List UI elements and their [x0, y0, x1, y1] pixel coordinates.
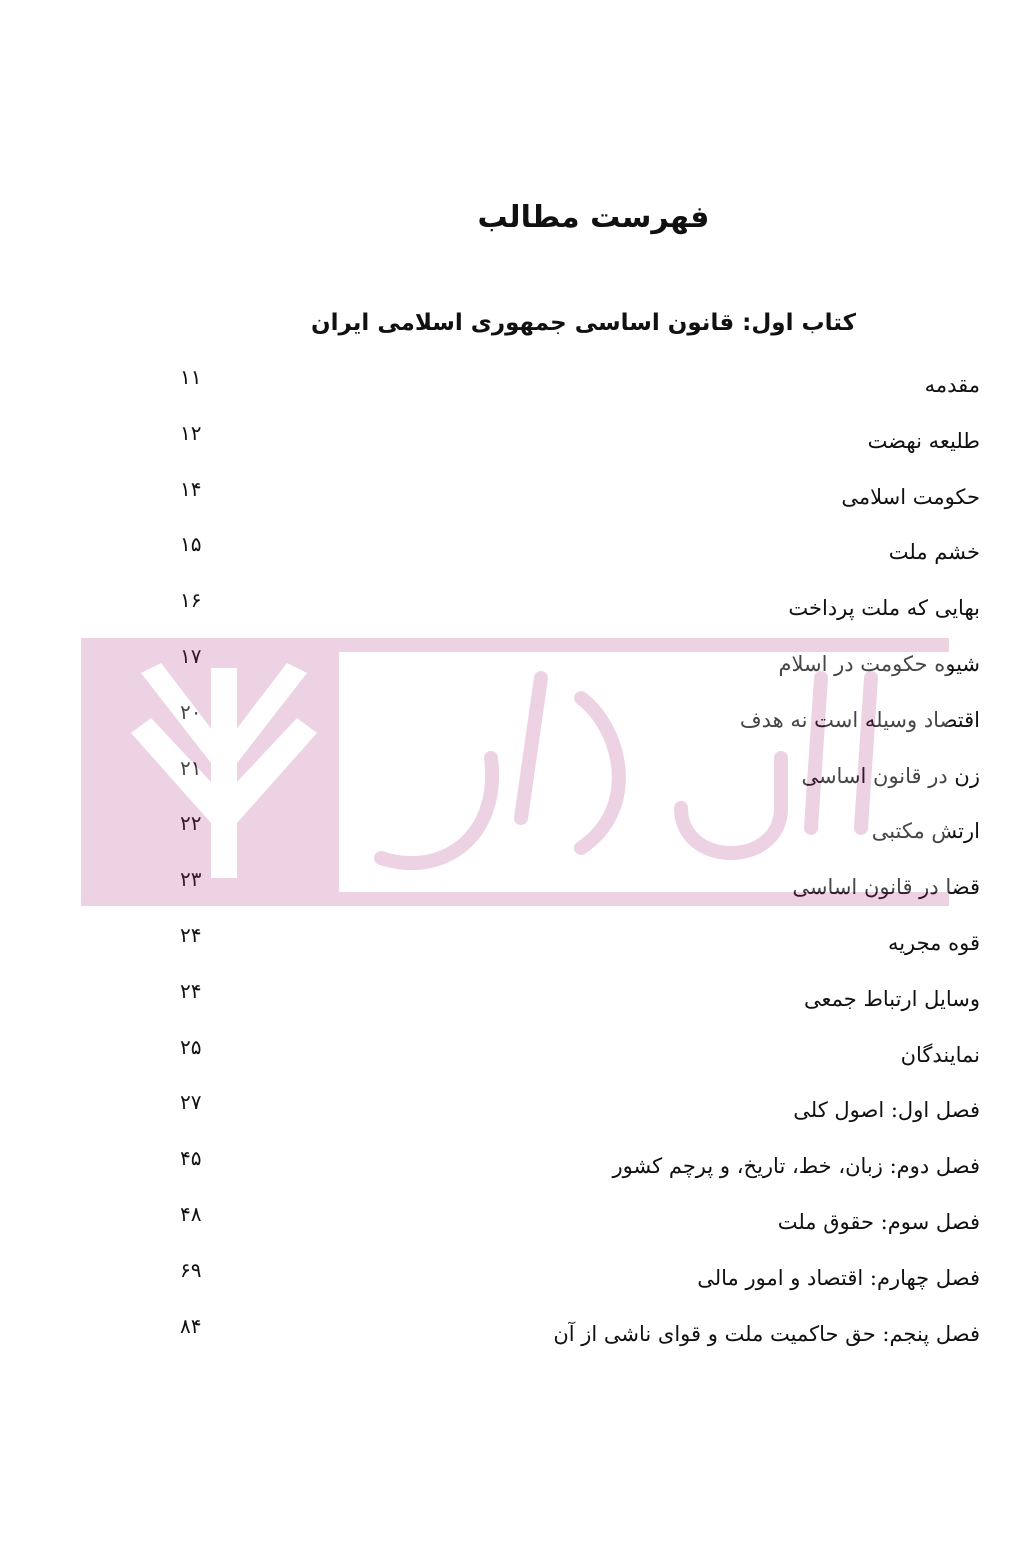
- table-of-contents: [180, 365, 980, 1369]
- toc-entry-label: فصل اول: اصول کلی: [793, 1098, 980, 1123]
- toc-entry: [180, 923, 980, 979]
- toc-entry-page-number: ۱۲: [180, 420, 202, 445]
- toc-entry-page-number: ۲۲: [180, 811, 202, 836]
- toc-entry-page-number: ۲۵: [180, 1034, 202, 1059]
- toc-entry: [180, 644, 980, 700]
- toc-entry-page-number: ۴۵: [180, 1146, 202, 1171]
- toc-entry-label: بهایی که ملت پرداخت: [788, 596, 980, 621]
- toc-entry: [180, 1035, 980, 1091]
- toc-entry-label: مقدمه: [924, 373, 980, 397]
- toc-entry-page-number: ۲۷: [180, 1090, 202, 1115]
- toc-entry-page-number: ۲۴: [180, 922, 202, 947]
- toc-entry: [180, 700, 980, 756]
- toc-entry: [180, 1258, 980, 1314]
- toc-entry-page-number: ۲۴: [180, 978, 202, 1003]
- toc-entry: [180, 867, 980, 923]
- toc-entry-page-number: ۲۱: [180, 755, 202, 780]
- toc-entry-label: فصل پنجم: حق حاکمیت ملت و قوای ناشی از آن: [553, 1321, 980, 1346]
- toc-entry-page-number: ۱۵: [180, 532, 202, 557]
- toc-entry-label: فصل دوم: زبان، خط، تاریخ، و پرچم کشور: [612, 1154, 980, 1179]
- toc-entry: [180, 979, 980, 1035]
- toc-entry: [180, 756, 980, 812]
- toc-entry-page-number: ۲۳: [180, 867, 202, 892]
- toc-entry-label: زن در قانون اساسی: [801, 763, 980, 788]
- toc-entry: [180, 365, 980, 421]
- toc-entry: [180, 1146, 980, 1202]
- toc-entry: [180, 1090, 980, 1146]
- toc-entry-label: وسایل ارتباط جمعی: [804, 986, 980, 1011]
- toc-entry-label: فصل چهارم: اقتصاد و امور مالی: [697, 1265, 980, 1290]
- toc-entry-label: ارتش مکتبی: [871, 819, 980, 844]
- toc-entry-page-number: ۱۷: [180, 643, 202, 668]
- toc-entry: [180, 588, 980, 644]
- toc-entry: [180, 811, 980, 867]
- book-heading: کتاب اول: قانون اساسی جمهوری اسلامی ایران: [310, 310, 857, 336]
- toc-entry-label: خشم ملت: [888, 540, 980, 565]
- toc-entry: [180, 477, 980, 533]
- toc-entry-label: اقتصاد وسیله است نه هدف: [739, 707, 980, 732]
- toc-entry: [180, 421, 980, 477]
- toc-entry-page-number: ۱۴: [180, 476, 202, 501]
- toc-entry-page-number: ۸۴: [180, 1313, 202, 1338]
- toc-entry-label: حکومت اسلامی: [841, 484, 980, 509]
- toc-entry-label: قضا در قانون اساسی: [792, 875, 980, 900]
- page-title: فهرست مطالب: [477, 200, 710, 235]
- toc-entry-page-number: ۱۶: [180, 588, 202, 613]
- toc-entry-label: شیوه حکومت در اسلام: [778, 651, 980, 676]
- toc-entry-label: قوه مجریه: [887, 930, 980, 955]
- toc-entry-page-number: ۴۸: [180, 1201, 202, 1226]
- toc-entry-page-number: ۶۹: [180, 1257, 202, 1282]
- toc-entry-page-number: ۱۱: [180, 365, 202, 389]
- toc-entry-label: نمایندگان: [900, 1042, 980, 1067]
- toc-entry-label: طلیعه نهضت: [867, 428, 980, 453]
- toc-entry: [180, 532, 980, 588]
- toc-entry: [180, 1314, 980, 1370]
- toc-entry: [180, 1202, 980, 1258]
- toc-entry-label: فصل سوم: حقوق ملت: [777, 1209, 980, 1234]
- toc-entry-page-number: ۲۰: [180, 699, 202, 724]
